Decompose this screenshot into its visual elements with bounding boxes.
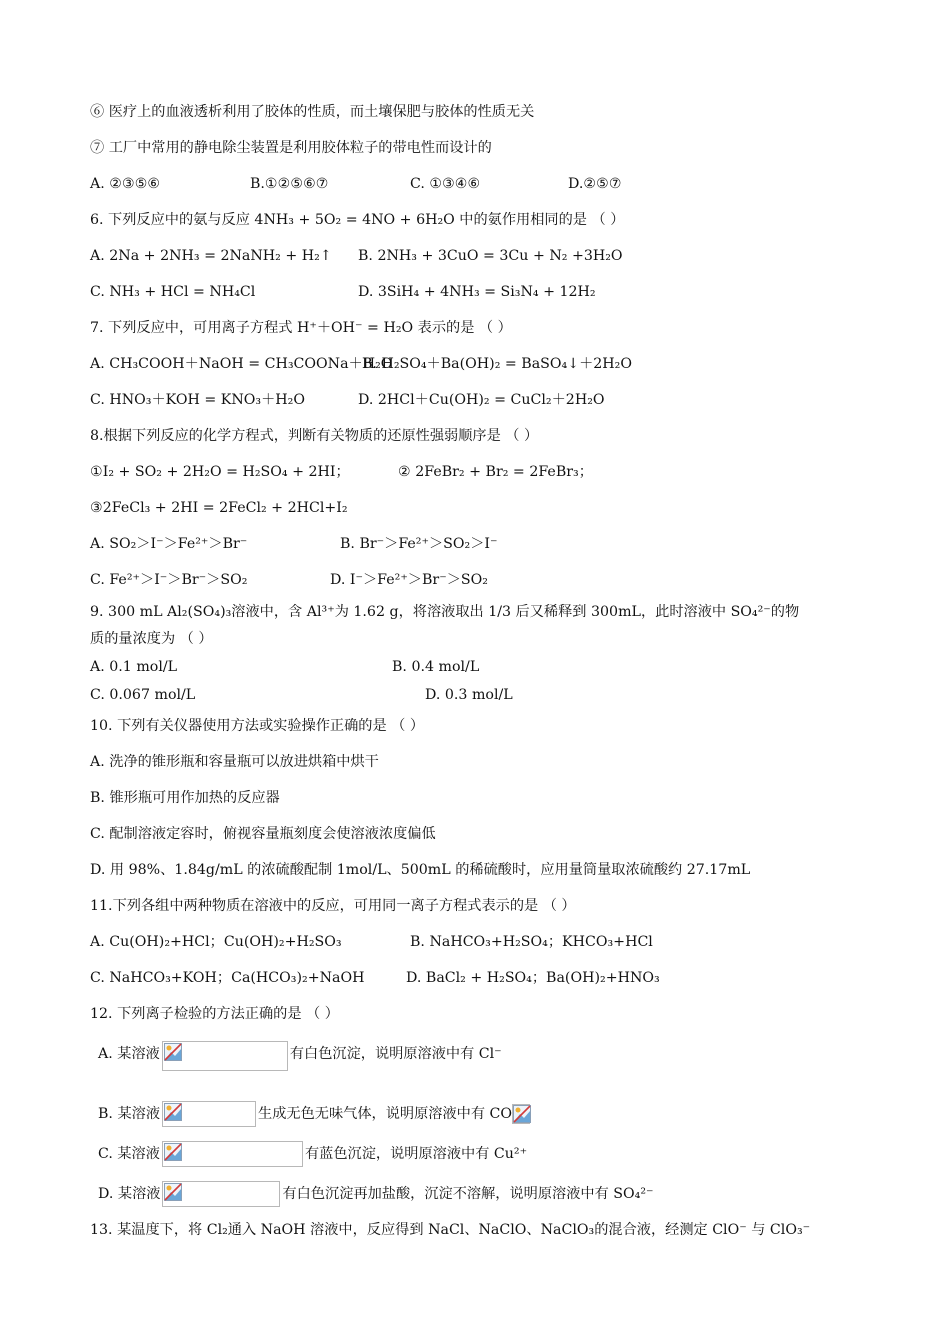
- q5-option-b: B.①②⑤⑥⑦: [250, 176, 329, 192]
- q9-option-d: D. 0.3 mol/L: [425, 687, 513, 703]
- q8-option-b: B. Br⁻＞Fe²⁺＞SO₂＞I⁻: [340, 536, 498, 552]
- option-6-line: ⑥ 医疗上的血液透析利用了胶体的性质，而土壤保肥与胶体的性质无关: [90, 104, 535, 120]
- q10-option-d: D. 用 98%、1.84g/mL 的浓硫酸配制 1mol/L、500mL 的稀硫酸时，应用量筒量取浓硫酸约 27.17mL: [90, 862, 751, 878]
- q8-option-d: D. I⁻＞Fe²⁺＞Br⁻＞SO₂: [330, 572, 488, 588]
- q8-reactions: [90, 463, 593, 481]
- broken-image-icon: [162, 1181, 280, 1207]
- q7-ab: [90, 355, 632, 373]
- q7-option-d: D. 2HCl＋Cu(OH)₂ = CuCl₂＋2H₂O: [358, 392, 605, 408]
- q7-stem: 7. 下列反应中，可用离子方程式 H⁺＋OH⁻ = H₂O 表示的是 （ ）: [90, 320, 512, 336]
- q10-option-c: C. 配制溶液定容时，俯视容量瓶刻度会使溶液浓度偏低: [90, 826, 436, 842]
- q12-option-c-prefix: C. 某溶液: [98, 1146, 160, 1162]
- broken-image-icon: [512, 1104, 530, 1124]
- q12-stem: 12. 下列离子检验的方法正确的是 （ ）: [90, 1006, 339, 1022]
- q11-option-a: A. Cu(OH)₂+HCl；Cu(OH)₂+H₂SO₃: [90, 934, 342, 950]
- q9-cd: [90, 686, 513, 704]
- q9-ab: [90, 658, 479, 676]
- broken-image-icon: [162, 1041, 288, 1071]
- q9-option-b: B. 0.4 mol/L: [392, 659, 480, 675]
- q12-option-b: [98, 1101, 530, 1127]
- q6-option-b: B. 2NH₃ + 3CuO = 3Cu + N₂ +3H₂O: [358, 248, 623, 264]
- q8-reaction-3: ③2FeCl₃ + 2HI = 2FeCl₂ + 2HCl+I₂: [90, 500, 348, 516]
- q10-option-a: A. 洗净的锥形瓶和容量瓶可以放进烘箱中烘干: [90, 754, 379, 770]
- broken-image-icon: [162, 1101, 256, 1127]
- q6-ab: [90, 247, 623, 265]
- q6-cd: [90, 283, 596, 301]
- q12-option-d-suffix: 有白色沉淀再加盐酸，沉淀不溶解，说明原溶液中有 SO₄²⁻: [282, 1186, 654, 1202]
- q8-reaction-1: ①I₂ + SO₂ + 2H₂O = H₂SO₄ + 2HI；: [90, 464, 350, 480]
- q5-option-d: D.②⑤⑦: [568, 176, 622, 192]
- q12-option-c-suffix: 有蓝色沉淀，说明原溶液中有 Cu²⁺: [304, 1146, 528, 1162]
- q6-option-c: C. NH₃ + HCl = NH₄Cl: [90, 284, 256, 300]
- q12-option-b-prefix: B. 某溶液: [98, 1106, 161, 1122]
- q11-option-d: D. BaCl₂ + H₂SO₄；Ba(OH)₂+HNO₃: [406, 970, 660, 986]
- q9-option-a: A. 0.1 mol/L: [90, 659, 178, 675]
- q12-option-b-suffix: 生成无色无味气体，说明原溶液中有 CO: [258, 1106, 513, 1122]
- q5-answers: [90, 175, 622, 193]
- q12-option-c: [98, 1141, 527, 1167]
- q5-option-c: C. ①③④⑥: [410, 176, 481, 192]
- q10-option-b: B. 锥形瓶可用作加热的反应器: [90, 790, 280, 806]
- q6-option-a: A. 2Na + 2NH₃ = 2NaNH₂ + H₂↑: [90, 248, 332, 264]
- q8-ab: [90, 535, 497, 553]
- q13-stem: 13. 某温度下，将 Cl₂通入 NaOH 溶液中，反应得到 NaCl、NaClO、NaClO₃的混合液，经测定 ClO⁻ 与 ClO₃⁻: [90, 1222, 811, 1238]
- q9-option-c: C. 0.067 mol/L: [90, 687, 196, 703]
- q11-option-c: C. NaHCO₃+KOH；Ca(HCO₃)₂+NaOH: [90, 970, 365, 986]
- q7-option-c: C. HNO₃＋KOH = KNO₃＋H₂O: [90, 392, 306, 408]
- q8-stem: 8.根据下列反应的化学方程式，判断有关物质的还原性强弱顺序是 （ ）: [90, 428, 539, 444]
- q12-option-a-suffix: 有白色沉淀，说明原溶液中有 Cl⁻: [289, 1046, 502, 1062]
- q7-option-a: A. CH₃COOH＋NaOH = CH₃COONa＋H₂O: [90, 356, 393, 372]
- q12-option-d: [98, 1181, 654, 1207]
- broken-image-icon: [162, 1141, 303, 1167]
- q8-cd: [90, 571, 488, 589]
- q7-cd: [90, 391, 605, 409]
- q9-stem-line1: 9. 300 mL Al₂(SO₄)₃溶液中，含 Al³⁺为 1.62 g，将溶液取出 1/3 后又稀释到 300mL，此时溶液中 SO₄²⁻的物: [90, 604, 800, 620]
- q9-stem-line2: 质的量浓度为 （ ）: [90, 631, 213, 647]
- q11-option-b: B. NaHCO₃+H₂SO₄；KHCO₃+HCl: [410, 934, 653, 950]
- q7-option-b: B. H₂SO₄＋Ba(OH)₂ = BaSO₄↓＋2H₂O: [362, 356, 632, 372]
- q6-stem: 6. 下列反应中的氨与反应 4NH₃ + 5O₂ = 4NO + 6H₂O 中的氨作用相同的是 （ ）: [90, 212, 625, 228]
- q10-stem: 10. 下列有关仪器使用方法或实验操作正确的是 （ ）: [90, 718, 425, 734]
- q11-stem: 11.下列各组中两种物质在溶液中的反应，可用同一离子方程式表示的是 （ ）: [90, 898, 576, 914]
- q11-ab: [90, 933, 653, 951]
- q11-cd: [90, 969, 660, 987]
- q12-option-a-prefix: A. 某溶液: [98, 1046, 160, 1062]
- q12-option-a: [98, 1045, 502, 1071]
- q5-option-a: A. ②③⑤⑥: [90, 176, 161, 192]
- option-7-line: ⑦ 工厂中常用的静电除尘装置是利用胶体粒子的带电性而设计的: [90, 140, 492, 156]
- q12-option-d-prefix: D. 某溶液: [98, 1186, 161, 1202]
- q8-option-c: C. Fe²⁺＞I⁻＞Br⁻＞SO₂: [90, 572, 248, 588]
- q8-reaction-2: ② 2FeBr₂ + Br₂ = 2FeBr₃；: [398, 464, 593, 480]
- q6-option-d: D. 3SiH₄ + 4NH₃ = Si₃N₄ + 12H₂: [358, 284, 596, 300]
- q8-option-a: A. SO₂＞I⁻＞Fe²⁺＞Br⁻: [90, 536, 248, 552]
